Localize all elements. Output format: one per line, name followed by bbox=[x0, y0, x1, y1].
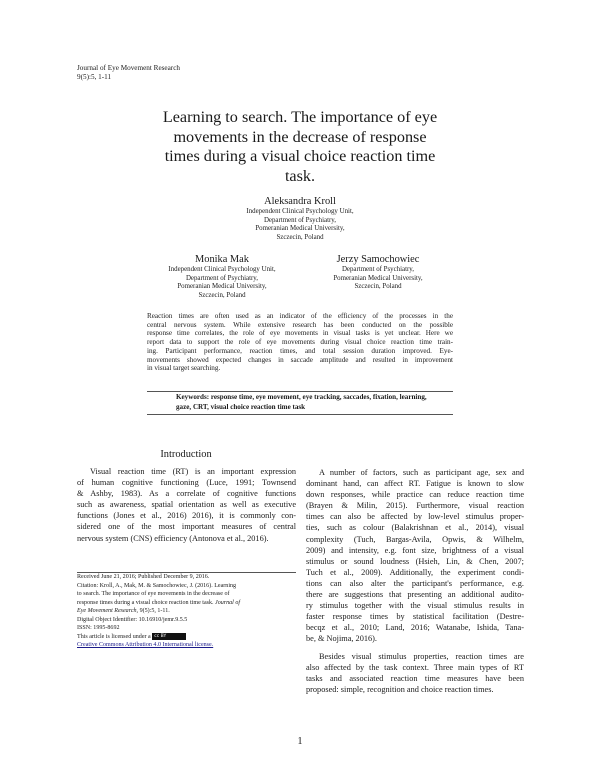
received-date: Received June 21, 2016; Published December 9, 2016. bbox=[77, 574, 210, 580]
abstract-line: ing. Participant performance, reaction times, and total session duration improved. Eye- bbox=[147, 346, 453, 355]
text-line: tasks and associated reaction time measures have been bbox=[306, 673, 524, 683]
journal-issue: 9(5):5, 1-11 bbox=[77, 73, 112, 81]
text-line: functions (Jones et al., 2016) 2016), it is commonly con- bbox=[77, 511, 296, 521]
article-metadata bbox=[77, 572, 296, 656]
abstract-line: central nervous system. While extensive research has been conducted on the possible bbox=[147, 320, 453, 329]
text-line: Tuch et al., 2009). Additionally, the experiment condi- bbox=[306, 567, 524, 577]
journal-header bbox=[77, 64, 180, 82]
title-line: times during a visual choice reaction time bbox=[164, 147, 436, 165]
abstract bbox=[147, 312, 453, 373]
text-line: there are suggestions that presenting an additional audito- bbox=[306, 590, 524, 600]
title-line: task. bbox=[284, 166, 316, 185]
text-line: 2009) and intensity, e.g. font size, brightness of a visual bbox=[306, 545, 524, 555]
license-text: This article is licensed under a bbox=[77, 633, 153, 640]
paper-title bbox=[130, 108, 470, 186]
doi: Digital Object Identifier: 10.16910/jemr.9.5.5 bbox=[77, 616, 188, 623]
text-line: stimulus or sound loudness (Hsieh, Lin, & Chen, 2007; bbox=[306, 556, 524, 566]
citation-line: Citation: Kroll, A., Mak, M. & Samochowiec, J. (2016). Learning bbox=[77, 582, 237, 589]
text-line: becqz et al., 2010; Land, 2016; Watanabe, Ishida, Tana- bbox=[306, 623, 524, 633]
license-line bbox=[77, 633, 296, 642]
abstract-line: response time correlates, the role of eye movements in visual tasks is yet unclear. Here we bbox=[147, 329, 453, 338]
keywords bbox=[176, 393, 440, 412]
text-line: A number of factors, such as participant age, sex and bbox=[319, 468, 524, 477]
text-line: Visual reaction time (RT) is an important expression bbox=[90, 467, 296, 476]
keywords-divider bbox=[147, 391, 453, 392]
affiliation-line: Department of Psychiatry, bbox=[185, 274, 259, 282]
citation-line bbox=[77, 599, 296, 608]
keywords-line: gaze, CRT, visual choice reaction time task bbox=[176, 402, 306, 411]
author-block bbox=[155, 254, 289, 300]
affiliation-line: Independent Clinical Psychology Unit, bbox=[168, 266, 276, 273]
text-line: of human cognitive functioning (Luce, 1991; Townsend bbox=[77, 478, 296, 488]
affiliation-line: Pomeranian Medical University, bbox=[177, 283, 267, 291]
text-line: & Ashby, 1983). As a correlate of cognitive functions bbox=[77, 489, 296, 499]
author-affiliation bbox=[200, 208, 400, 242]
abstract-line: report data to support the role of eye movements during visual choice reaction time train- bbox=[147, 338, 453, 347]
text-line: faster response times by statistical facilitation (Destre- bbox=[306, 612, 524, 622]
text-line: complexity (Tuch, Bargas-Avila, Opwis, & Wilhelm, bbox=[306, 534, 524, 544]
left-column-text bbox=[77, 466, 296, 544]
author-name: Jerzy Samochowiec bbox=[336, 254, 420, 265]
abstract-line: Reaction times are often used as an indicator of the efficiency of the processes in the bbox=[147, 312, 453, 320]
section-heading: Introduction bbox=[160, 449, 212, 460]
right-column-text bbox=[306, 467, 524, 695]
citation-journal: Eye Movement Research bbox=[77, 608, 137, 614]
cc-license-icon[interactable]: cc BY bbox=[152, 633, 186, 640]
text-line: ties, such as colour (Balakrishnan et al., 2014), visual bbox=[306, 523, 524, 533]
abstract-line: movements showed expected changes in saccade amplitude and resulted in improvement bbox=[147, 355, 453, 364]
citation-line: to search. The importance of eye movements in the decrease of bbox=[77, 591, 230, 597]
affiliation-line: Szczecin, Poland bbox=[198, 291, 246, 299]
title-line: Learning to search. The importance of eye bbox=[162, 108, 438, 126]
text-line: sidered one of the most important measures of central bbox=[77, 522, 296, 532]
journal-name: Journal of Eye Movement Research bbox=[77, 64, 180, 72]
author-block bbox=[318, 254, 438, 292]
text-line: Besides visual stimulus properties, reaction times are bbox=[319, 651, 524, 661]
text-line: be, & Nojima, 2016). bbox=[306, 634, 377, 644]
author-affiliation bbox=[155, 266, 289, 300]
keywords-divider bbox=[147, 414, 453, 415]
affiliation-line: Szczecin, Poland bbox=[276, 233, 324, 241]
text-line: such as awareness, spatial orientation as well as executive bbox=[77, 500, 296, 510]
text-line: tions can also alter the participant's performance, e.g. bbox=[306, 578, 524, 588]
text-line: down responses, while practice can reduce reaction time bbox=[306, 490, 524, 500]
text-line: proposed: simple, recognition and choice reaction times. bbox=[306, 684, 494, 694]
citation-text: , 9(5):5, 1-11. bbox=[136, 608, 170, 614]
affiliation-line: Pomeranian Medical University, bbox=[333, 274, 423, 282]
author-affiliation bbox=[318, 266, 438, 292]
citation-line bbox=[77, 607, 296, 616]
abstract-line: in visual target searching. bbox=[147, 364, 221, 373]
author-name: Aleksandra Kroll bbox=[264, 196, 336, 207]
author-name: Monika Mak bbox=[195, 254, 249, 265]
title-line: movements in the decrease of response bbox=[173, 127, 427, 146]
text-line: nervous system (CNS) efficiency (Antonova et al., 2016). bbox=[77, 533, 269, 543]
text-line: dominant hand, can affect RT. Fatigue is known to slow bbox=[306, 479, 524, 489]
affiliation-line: Department of Psychiatry, bbox=[263, 216, 337, 224]
keywords-line: Keywords: response time, eye movement, eye tracking, saccades, fixation, learning, bbox=[176, 393, 427, 401]
text-line: also affected by the task context. Three main types of RT bbox=[306, 662, 524, 672]
text-line: times can also be affected by low-level stimulus proper- bbox=[306, 512, 524, 522]
affiliation-line: Pomeranian Medical University, bbox=[255, 225, 345, 233]
text-line: (Brayen & Milin, 2015). Furthermore, visual reaction bbox=[306, 501, 524, 511]
affiliation-line: Szczecin, Poland bbox=[354, 283, 402, 291]
affiliation-line: Department of Psychiatry, bbox=[341, 266, 415, 273]
citation-text: response times during a visual choice reaction time task. bbox=[77, 599, 216, 606]
license-link[interactable]: Creative Commons Attribution 4.0 International license. bbox=[77, 642, 214, 648]
page-number: 1 bbox=[297, 736, 303, 747]
affiliation-line: Independent Clinical Psychology Unit, bbox=[246, 208, 354, 215]
citation-journal: Journal of bbox=[215, 599, 241, 606]
text-line: ry stimulus together with the visual stimulus results in bbox=[306, 601, 524, 611]
issn: ISSN: 1995-8692 bbox=[77, 625, 120, 631]
author-block bbox=[200, 196, 400, 242]
